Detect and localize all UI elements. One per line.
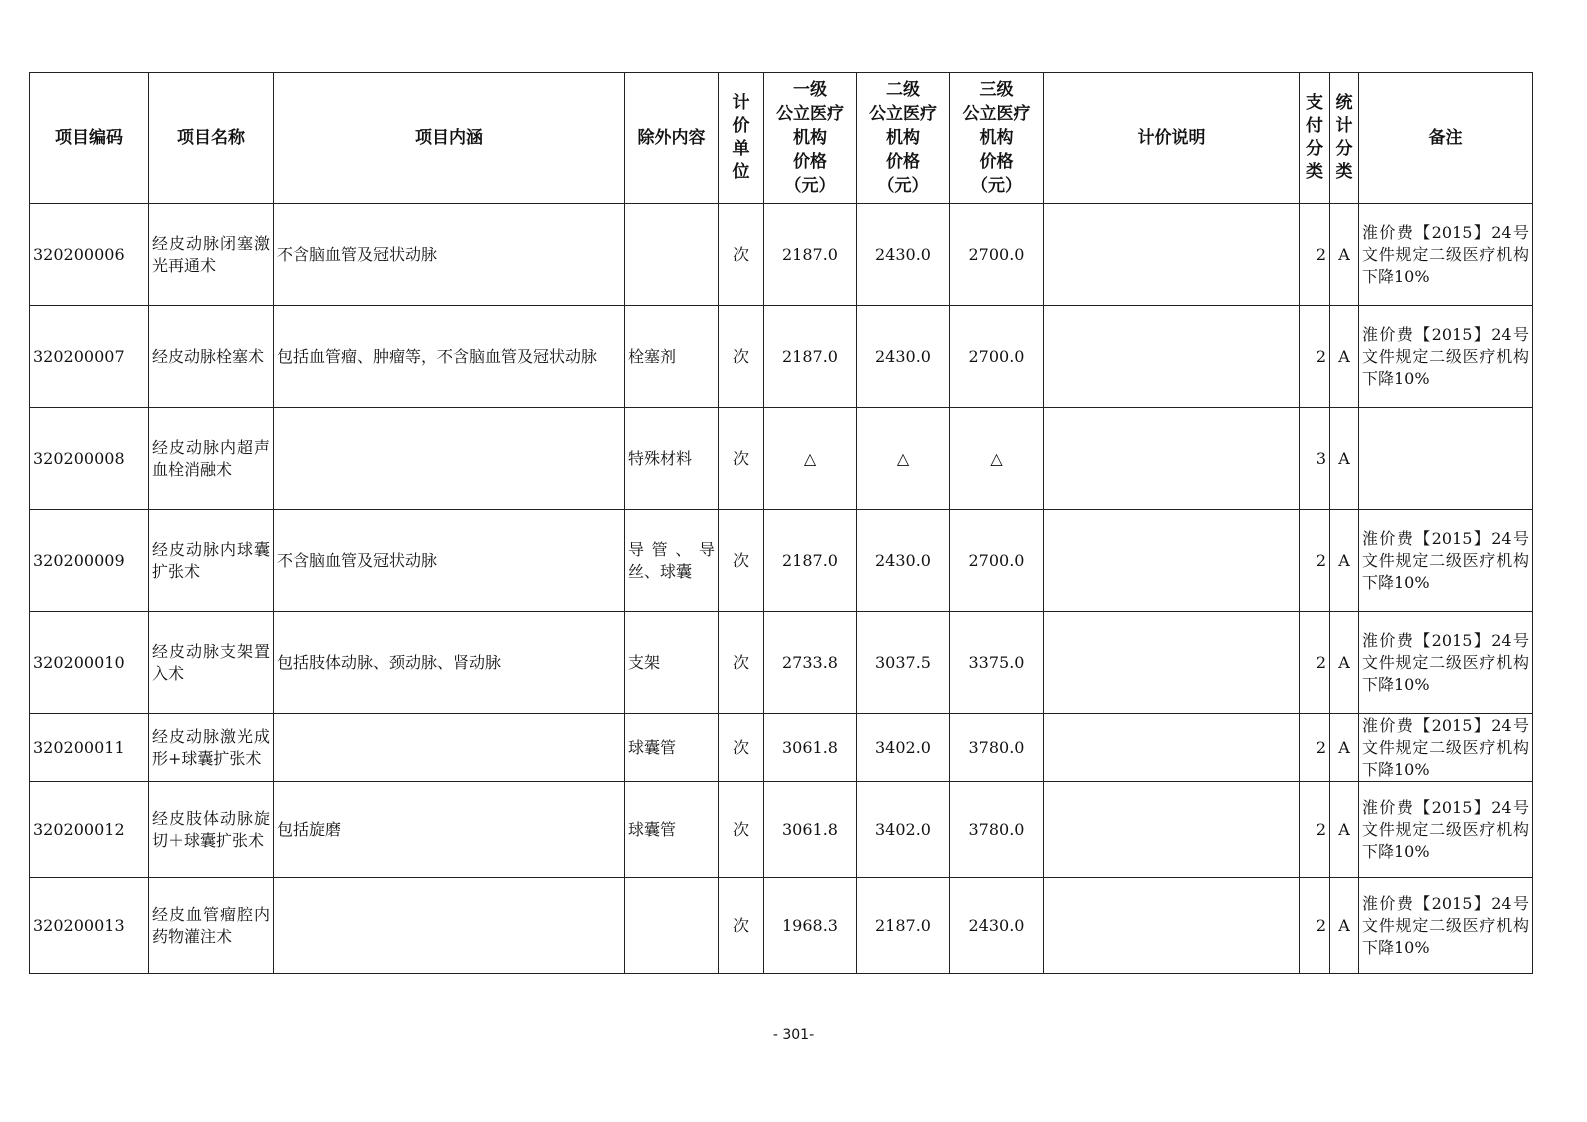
- cell-code: 320200010: [30, 612, 149, 714]
- cell-price-2: 2430.0: [857, 204, 950, 306]
- cell-exclude: 栓塞剂: [625, 306, 719, 408]
- cell-stat: A: [1330, 408, 1359, 510]
- cell-exclude: [625, 878, 719, 974]
- cell-code: 320200011: [30, 714, 149, 782]
- cell-exclude: 支架: [625, 612, 719, 714]
- cell-content: [274, 878, 625, 974]
- price-table: [29, 72, 1533, 974]
- cell-unit: 次: [719, 204, 764, 306]
- header-unit-text: 计价单位: [732, 93, 750, 182]
- cell-pay: 2: [1300, 510, 1330, 612]
- header-content: 项目内涵: [274, 73, 625, 204]
- cell-pay: 2: [1300, 714, 1330, 782]
- cell-code: 320200012: [30, 782, 149, 878]
- table-row: [30, 612, 1533, 714]
- table-row: [30, 306, 1533, 408]
- header-stat: [1330, 73, 1359, 204]
- table-row: [30, 782, 1533, 878]
- cell-name: 经皮动脉内超声血栓消融术: [149, 408, 274, 510]
- cell-stat: A: [1330, 714, 1359, 782]
- cell-content: 不含脑血管及冠状动脉: [274, 204, 625, 306]
- cell-price-2: 3402.0: [857, 782, 950, 878]
- cell-note: [1044, 408, 1300, 510]
- cell-pay: 2: [1300, 612, 1330, 714]
- cell-price-1: 3061.8: [764, 782, 857, 878]
- header-price-2: 二级 公立医疗 机构 价格 （元）: [857, 73, 950, 204]
- cell-price-2: 3037.5: [857, 612, 950, 714]
- header-exclude: 除外内容: [625, 73, 719, 204]
- cell-stat: A: [1330, 612, 1359, 714]
- cell-price-2: △: [857, 408, 950, 510]
- cell-price-1: △: [764, 408, 857, 510]
- cell-price-3: 2430.0: [950, 878, 1044, 974]
- cell-content: [274, 714, 625, 782]
- header-remark: 备注: [1359, 73, 1533, 204]
- cell-pay: 2: [1300, 782, 1330, 878]
- header-code: 项目编码: [30, 73, 149, 204]
- table-row: [30, 878, 1533, 974]
- cell-price-2: 2430.0: [857, 510, 950, 612]
- cell-note: [1044, 306, 1300, 408]
- cell-price-1: 1968.3: [764, 878, 857, 974]
- cell-price-1: 3061.8: [764, 714, 857, 782]
- cell-price-3: 3780.0: [950, 714, 1044, 782]
- cell-content: [274, 408, 625, 510]
- header-pay-text: 支付分类: [1306, 93, 1323, 182]
- cell-code: 320200013: [30, 878, 149, 974]
- cell-price-1: 2187.0: [764, 510, 857, 612]
- header-row: [30, 73, 1533, 204]
- cell-pay: 3: [1300, 408, 1330, 510]
- cell-name: 经皮动脉闭塞激光再通术: [149, 204, 274, 306]
- cell-exclude: 球囊管: [625, 714, 719, 782]
- cell-unit: 次: [719, 878, 764, 974]
- cell-price-1: 2733.8: [764, 612, 857, 714]
- cell-pay: 2: [1300, 204, 1330, 306]
- cell-remark: [1359, 408, 1533, 510]
- cell-exclude: [625, 204, 719, 306]
- cell-remark: 淮价费【2015】24号文件规定二级医疗机构下降10%: [1359, 714, 1533, 782]
- cell-remark: 淮价费【2015】24号文件规定二级医疗机构下降10%: [1359, 306, 1533, 408]
- cell-price-2: 2187.0: [857, 878, 950, 974]
- cell-price-3: 2700.0: [950, 204, 1044, 306]
- cell-unit: 次: [719, 408, 764, 510]
- cell-stat: A: [1330, 878, 1359, 974]
- header-pay: [1300, 73, 1330, 204]
- cell-stat: A: [1330, 510, 1359, 612]
- page-number: - 301-: [772, 1027, 815, 1043]
- cell-price-3: 3375.0: [950, 612, 1044, 714]
- cell-note: [1044, 714, 1300, 782]
- cell-exclude: 特殊材料: [625, 408, 719, 510]
- cell-content: 包括旋磨: [274, 782, 625, 878]
- header-name: 项目名称: [149, 73, 274, 204]
- cell-price-3: △: [950, 408, 1044, 510]
- cell-name: 经皮肢体动脉旋切＋球囊扩张术: [149, 782, 274, 878]
- cell-exclude: 导管、导丝、球囊: [625, 510, 719, 612]
- cell-code: 320200008: [30, 408, 149, 510]
- cell-note: [1044, 612, 1300, 714]
- cell-price-3: 2700.0: [950, 306, 1044, 408]
- cell-remark: 淮价费【2015】24号文件规定二级医疗机构下降10%: [1359, 612, 1533, 714]
- header-unit: [719, 73, 764, 204]
- cell-name: 经皮血管瘤腔内药物灌注术: [149, 878, 274, 974]
- header-price-3: 三级 公立医疗 机构 价格 （元）: [950, 73, 1044, 204]
- cell-unit: 次: [719, 510, 764, 612]
- cell-name: 经皮动脉支架置入术: [149, 612, 274, 714]
- cell-price-1: 2187.0: [764, 204, 857, 306]
- header-price-1: 一级 公立医疗 机构 价格 （元）: [764, 73, 857, 204]
- cell-note: [1044, 204, 1300, 306]
- cell-exclude: 球囊管: [625, 782, 719, 878]
- cell-price-3: 3780.0: [950, 782, 1044, 878]
- cell-unit: 次: [719, 612, 764, 714]
- table-row: [30, 714, 1533, 782]
- table-row: [30, 408, 1533, 510]
- cell-code: 320200006: [30, 204, 149, 306]
- cell-stat: A: [1330, 204, 1359, 306]
- cell-note: [1044, 510, 1300, 612]
- table-row: [30, 204, 1533, 306]
- cell-stat: A: [1330, 306, 1359, 408]
- cell-stat: A: [1330, 782, 1359, 878]
- header-note: 计价说明: [1044, 73, 1300, 204]
- cell-content: 包括血管瘤、肿瘤等，不含脑血管及冠状动脉: [274, 306, 625, 408]
- table-row: [30, 510, 1533, 612]
- cell-price-1: 2187.0: [764, 306, 857, 408]
- cell-remark: 淮价费【2015】24号文件规定二级医疗机构下降10%: [1359, 204, 1533, 306]
- cell-pay: 2: [1300, 878, 1330, 974]
- cell-code: 320200007: [30, 306, 149, 408]
- cell-unit: 次: [719, 714, 764, 782]
- cell-content: 不含脑血管及冠状动脉: [274, 510, 625, 612]
- header-stat-text: 统计分类: [1335, 93, 1353, 182]
- cell-price-2: 2430.0: [857, 306, 950, 408]
- cell-name: 经皮动脉激光成形+球囊扩张术: [149, 714, 274, 782]
- cell-note: [1044, 878, 1300, 974]
- cell-unit: 次: [719, 306, 764, 408]
- cell-price-2: 3402.0: [857, 714, 950, 782]
- cell-unit: 次: [719, 782, 764, 878]
- cell-note: [1044, 782, 1300, 878]
- cell-name: 经皮动脉内球囊扩张术: [149, 510, 274, 612]
- cell-price-3: 2700.0: [950, 510, 1044, 612]
- cell-remark: 淮价费【2015】24号文件规定二级医疗机构下降10%: [1359, 510, 1533, 612]
- cell-content: 包括肢体动脉、颈动脉、肾动脉: [274, 612, 625, 714]
- cell-remark: 淮价费【2015】24号文件规定二级医疗机构下降10%: [1359, 782, 1533, 878]
- cell-remark: 淮价费【2015】24号文件规定二级医疗机构下降10%: [1359, 878, 1533, 974]
- cell-pay: 2: [1300, 306, 1330, 408]
- cell-name: 经皮动脉栓塞术: [149, 306, 274, 408]
- cell-code: 320200009: [30, 510, 149, 612]
